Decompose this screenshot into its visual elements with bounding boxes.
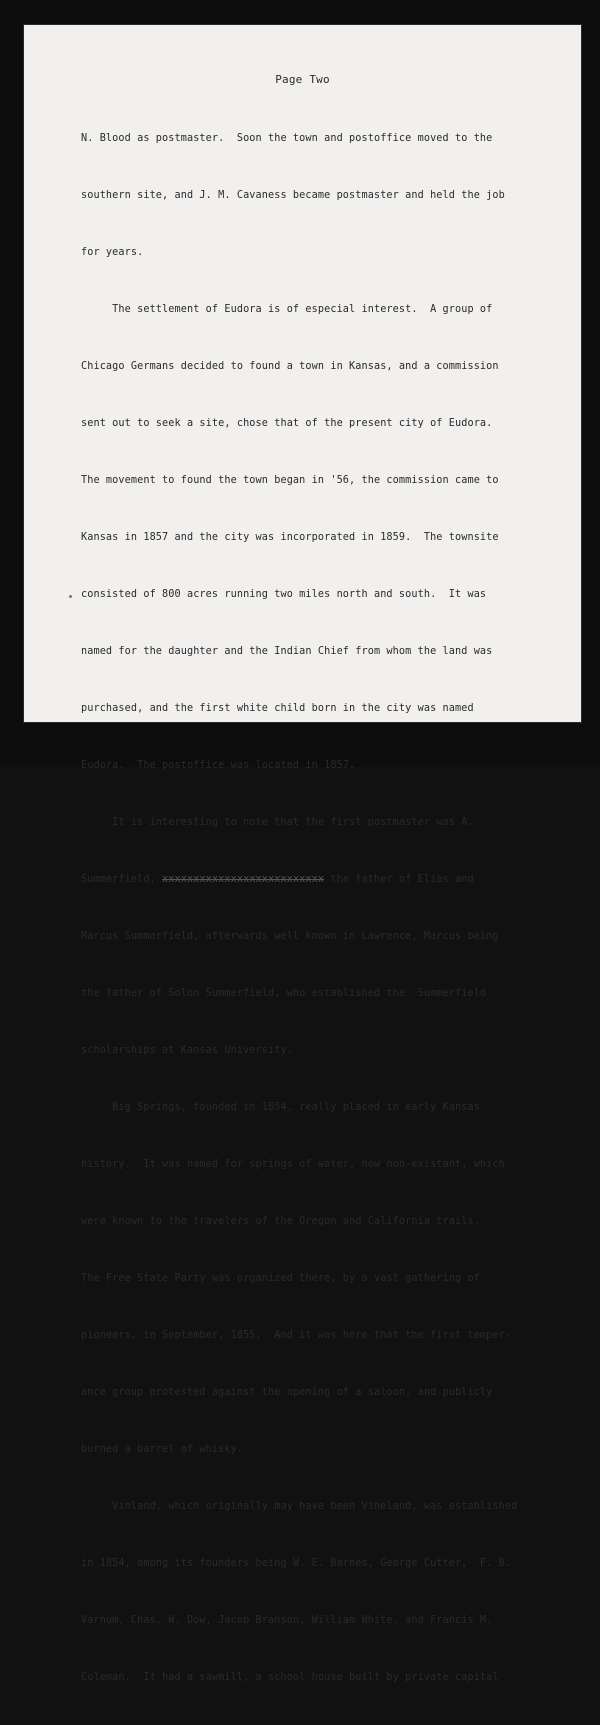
text-line-with-strikeout [81,870,546,889]
text-line: Varnum, Chas. W. Dow, Jacob Branson, William White, and Francis M. [81,1615,493,1626]
text-line: It is interesting to note that the first postmaster was A. [81,817,474,828]
page-title: Page Two [275,73,330,86]
text-line: The settlement of Eudora is of especial interest. A group of [81,304,493,315]
text-line: Vinland, which originally may have been Vineland, was established [81,1501,518,1512]
text-line: burned a barrel of whisky. [81,1444,244,1455]
text-line: Chicago Germans decided to found a town in Kansas, and a commission [81,361,499,372]
text-line: The movement to found the town began in '56, the commission came to [81,475,499,486]
text-line: N. Blood as postmaster. Soon the town and postoffice moved to the [81,133,493,144]
text-line: Eudora. The postoffice was located in 1857. [81,760,356,771]
text-line: history. It was named for springs of water, now non-existant, which [81,1159,505,1170]
text-line: ance group protested against the opening of a saloon, and publicly [81,1387,493,1398]
struck-out-text: xxxxxxxxxxxxxxxxxxxxxxxxxx [162,874,325,885]
text-line: southern site, and J. M. Cavaness became postmaster and held the job [81,190,505,201]
text-line: in 1854, among its founders being W. E. Barnes, George Cutter, F. B. [81,1558,512,1569]
text-line: for years. [81,247,144,258]
text-line: Coleman. It had a sawmill, a school house built by private capital [81,1672,499,1683]
text-line: Kansas in 1857 and the city was incorporated in 1859. The townsite [81,532,499,543]
text-line: named for the daughter and the Indian Chief from whom the land was [81,646,493,657]
document-page [23,24,582,1683]
text-line: were known to the travelers of the Oregon and California trails. [81,1216,480,1227]
text-line: Big Springs, founded in 1854, really placed in early Kansas [81,1102,480,1113]
text-line: The Free State Party was organized there, by a vast gathering of [81,1273,480,1284]
text-line: sent out to seek a site, chose that of the present city of Eudora. [81,418,493,429]
line-end: the father of Elias and [324,874,474,885]
text-line: consisted of 800 acres running two miles north and south. It was [81,589,487,600]
line-start: Summerfield, [81,874,163,885]
text-line: purchased, and the first white child born in the city was named [81,703,474,714]
body-text [81,91,546,1725]
text-line: the father of Solon Summerfield, who established the Summerfield [81,988,487,999]
text-line: scholarships at Kansas University. [81,1045,293,1056]
text-line: pioneers, in September, 1855. And it was here that the first temper- [81,1330,512,1341]
text-line: Marcus Summerfield, afterwards well known in Lawrence, Marcus being [81,931,499,942]
margin-mark [69,595,72,598]
